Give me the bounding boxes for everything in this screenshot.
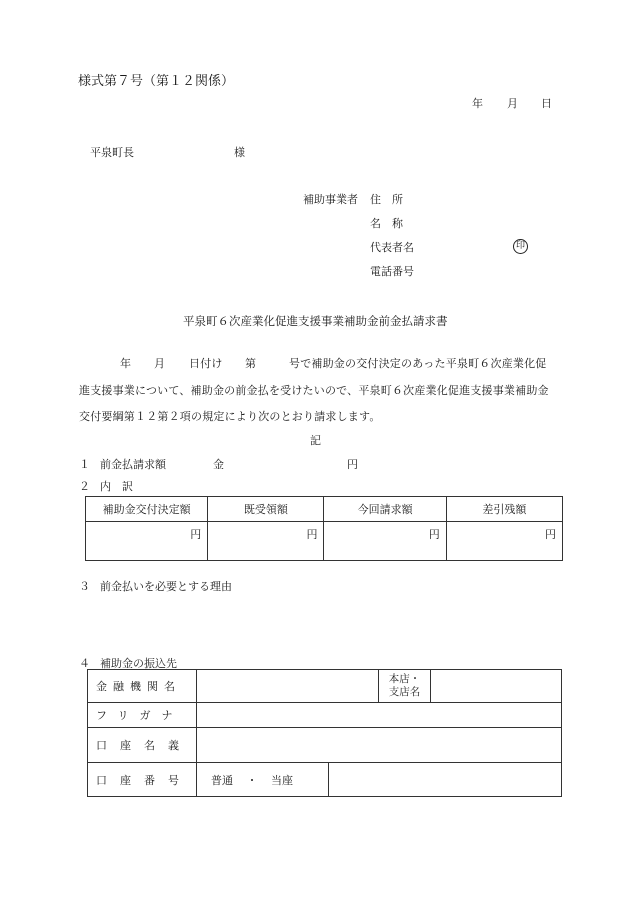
body-line3: 交付要綱第１２第２項の規定により次のとおり請求します。	[79, 410, 381, 423]
account-number-input[interactable]	[329, 763, 562, 797]
reason-area[interactable]	[100, 596, 560, 646]
recipient-title: 平泉町長	[90, 146, 134, 159]
branch-name-input[interactable]	[431, 670, 562, 703]
yen-unit: 円	[428, 528, 440, 541]
furigana-input[interactable]	[197, 703, 562, 728]
body-line-number: 第	[245, 357, 257, 370]
section4-number: ４	[79, 657, 90, 670]
name-label: 名 称	[370, 217, 403, 230]
section1-prefix: 金	[213, 458, 224, 471]
header-remaining-amount: 差引残額	[446, 497, 562, 522]
account-name-label: 口座名義	[88, 728, 197, 763]
account-type-cell[interactable]	[197, 763, 329, 797]
section1-number: １	[79, 458, 90, 471]
document-title: 平泉町６次産業化促進支援事業補助金前金払請求書	[183, 314, 448, 328]
body-line-year: 年	[120, 357, 132, 370]
section3-label: 前金払いを必要とする理由	[100, 580, 232, 593]
header-current-request: 今回請求額	[324, 497, 446, 522]
account-name-row	[88, 728, 562, 763]
body-line-date: 日付け	[189, 357, 223, 370]
account-number-label: 口座番号	[88, 763, 197, 797]
furigana-row	[88, 703, 562, 728]
account-type-ordinary[interactable]: 普通	[211, 773, 233, 787]
yen-unit: 円	[306, 528, 318, 541]
remaining-amount-cell[interactable]	[446, 522, 562, 561]
representative-label: 代表者名	[370, 241, 414, 254]
account-type-current[interactable]: 当座	[271, 773, 293, 787]
header-received-amount: 既受領額	[208, 497, 324, 522]
date-month-label: 月	[507, 97, 518, 110]
body-line1-rest: 号で補助金の交付決定のあった平泉町６次産業化促	[289, 357, 547, 370]
received-amount-cell[interactable]	[208, 522, 324, 561]
account-number-row	[88, 763, 562, 797]
bank-row	[88, 670, 562, 703]
account-name-input[interactable]	[197, 728, 562, 763]
section1-unit: 円	[347, 458, 358, 471]
body-line-month: 月	[154, 357, 166, 370]
branch-label: 本店・ 支店名	[379, 670, 431, 703]
header-decided-amount: 補助金交付決定額	[86, 497, 208, 522]
breakdown-table	[85, 496, 563, 561]
section3-number: ３	[79, 580, 90, 593]
yen-unit: 円	[190, 528, 202, 541]
date-year-label: 年	[472, 97, 483, 110]
body-line2: 進支援事業について、補助金の前金払を受けたいので、平泉町６次産業化促進支援事業補助金	[79, 384, 549, 397]
form-number: 様式第７号（第１２関係）	[78, 74, 235, 89]
recipient-honorific: 様	[234, 146, 245, 159]
seal-mark: 印	[513, 238, 528, 254]
current-request-cell[interactable]	[324, 522, 446, 561]
phone-label: 電話番号	[370, 265, 414, 278]
section2-label: 内 訳	[100, 480, 133, 493]
breakdown-value-row	[86, 522, 563, 561]
breakdown-header-row	[86, 497, 563, 522]
applicant-role: 補助事業者	[303, 193, 358, 206]
decided-amount-cell[interactable]	[86, 522, 208, 561]
bank-name-label: 金融機関名	[88, 670, 197, 703]
section4-label: 補助金の振込先	[100, 657, 177, 670]
bank-name-input[interactable]	[197, 670, 379, 703]
ki-mark: 記	[310, 434, 321, 447]
yen-unit: 円	[545, 528, 556, 541]
account-type-separator: ・	[246, 773, 258, 787]
bank-transfer-table	[87, 669, 562, 797]
furigana-label: フリガナ	[88, 703, 197, 728]
date-day-label: 日	[541, 97, 552, 110]
address-label: 住 所	[370, 193, 403, 206]
section1-label: 前金払請求額	[100, 458, 166, 471]
section2-number: ２	[79, 480, 90, 493]
